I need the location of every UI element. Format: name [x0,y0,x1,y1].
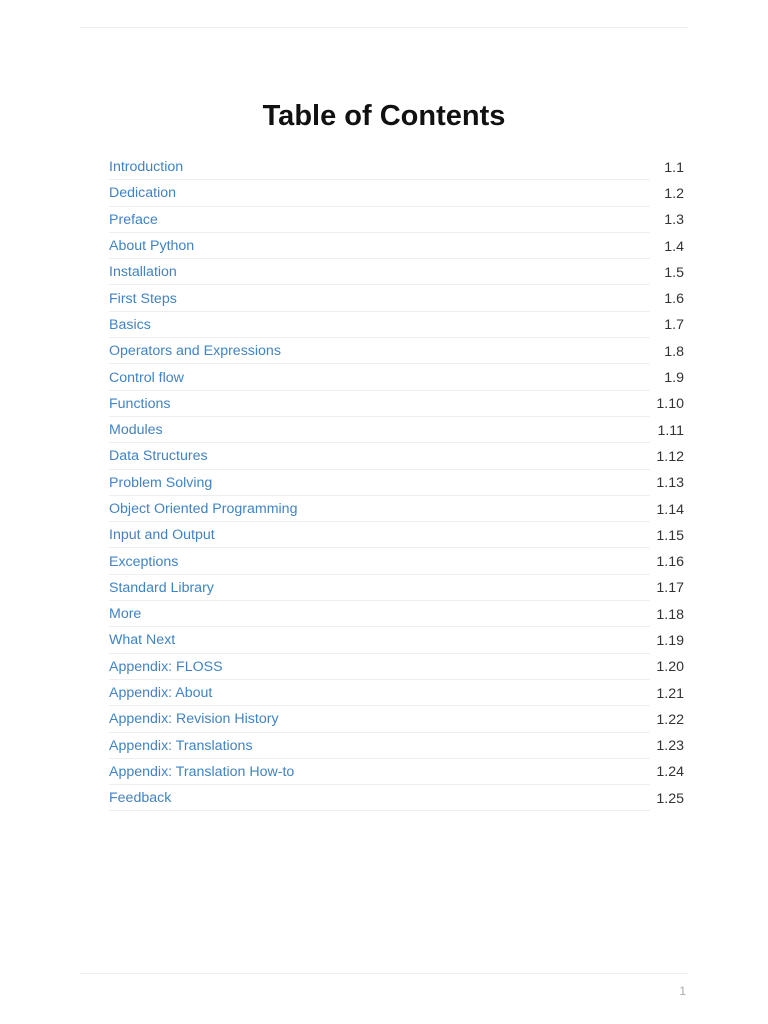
toc-section-number: 1.11 [657,422,684,439]
toc-entry [109,312,684,338]
toc-section-number: 1.23 [656,738,684,755]
toc-link[interactable]: Appendix: Revision History [109,706,650,732]
toc-section-number: 1.7 [664,317,684,334]
toc-entry [109,706,684,732]
toc-entry [109,364,684,390]
toc-entry [109,417,684,443]
toc-entry [109,522,684,548]
page-number: 1 [679,984,686,998]
toc-section-number: 1.19 [656,632,684,649]
header-divider [80,27,688,28]
toc-link[interactable]: Basics [109,312,650,338]
toc-link[interactable]: What Next [109,627,650,653]
toc-section-number: 1.1 [664,159,684,176]
toc-entry [109,154,684,180]
toc-entry [109,548,684,574]
toc-link[interactable]: Appendix: Translations [109,733,650,759]
toc-entry [109,259,684,285]
toc-section-number: 1.5 [664,264,684,281]
toc-entry [109,207,684,233]
toc-link[interactable]: Problem Solving [109,470,650,496]
toc-entry [109,785,684,811]
toc-entry [109,180,684,206]
toc-entry [109,733,684,759]
toc-entry [109,496,684,522]
toc-section-number: 1.25 [656,790,684,807]
toc-section-number: 1.20 [656,659,684,676]
toc-link[interactable]: More [109,601,650,627]
toc-link[interactable]: Introduction [109,154,650,180]
toc-entry [109,575,684,601]
toc-link[interactable]: Modules [109,417,650,443]
toc-section-number: 1.8 [664,343,684,360]
toc-entry [109,285,684,311]
toc-entry [109,470,684,496]
page-title: Table of Contents [262,100,506,132]
toc-link[interactable]: First Steps [109,285,650,311]
toc-section-number: 1.3 [664,212,684,229]
toc-link[interactable]: Appendix: Translation How-to [109,759,650,785]
toc-entry [109,338,684,364]
toc-link[interactable]: Appendix: FLOSS [109,654,650,680]
toc-link[interactable]: Functions [109,391,650,417]
toc-entry [109,627,684,653]
toc-entry [109,759,684,785]
toc-link[interactable]: Standard Library [109,575,650,601]
toc-section-number: 1.24 [656,764,684,781]
toc-link[interactable]: Object Oriented Programming [109,496,650,522]
toc-link[interactable]: Data Structures [109,443,650,469]
toc-link[interactable]: Operators and Expressions [109,338,650,364]
toc-section-number: 1.10 [656,396,684,413]
toc-entry [109,680,684,706]
toc-link[interactable]: Preface [109,207,650,233]
toc-link[interactable]: Input and Output [109,522,650,548]
toc-entry [109,443,684,469]
toc-section-number: 1.2 [664,185,684,202]
toc-section-number: 1.4 [664,238,684,255]
toc-link[interactable]: Exceptions [109,548,650,574]
toc-section-number: 1.6 [664,291,684,308]
footer-divider [80,973,688,974]
toc-entry [109,391,684,417]
toc-link[interactable]: Appendix: About [109,680,650,706]
toc-section-number: 1.12 [656,448,684,465]
toc-link[interactable]: Feedback [109,785,650,811]
toc-section-number: 1.9 [664,370,684,387]
toc-section-number: 1.13 [656,475,684,492]
toc-section-number: 1.22 [656,711,684,728]
toc-section-number: 1.15 [656,527,684,544]
toc-entry [109,601,684,627]
toc-link[interactable]: Control flow [109,364,650,390]
toc-link[interactable]: Dedication [109,180,650,206]
toc-link[interactable]: About Python [109,233,650,259]
toc-section-number: 1.21 [656,685,684,702]
toc-entry [109,654,684,680]
toc-section-number: 1.17 [656,580,684,597]
toc-section-number: 1.14 [656,501,684,518]
toc-section-number: 1.18 [656,606,684,623]
toc-section-number: 1.16 [656,554,684,571]
toc-entry [109,233,684,259]
toc-link[interactable]: Installation [109,259,650,285]
table-of-contents [109,154,684,811]
